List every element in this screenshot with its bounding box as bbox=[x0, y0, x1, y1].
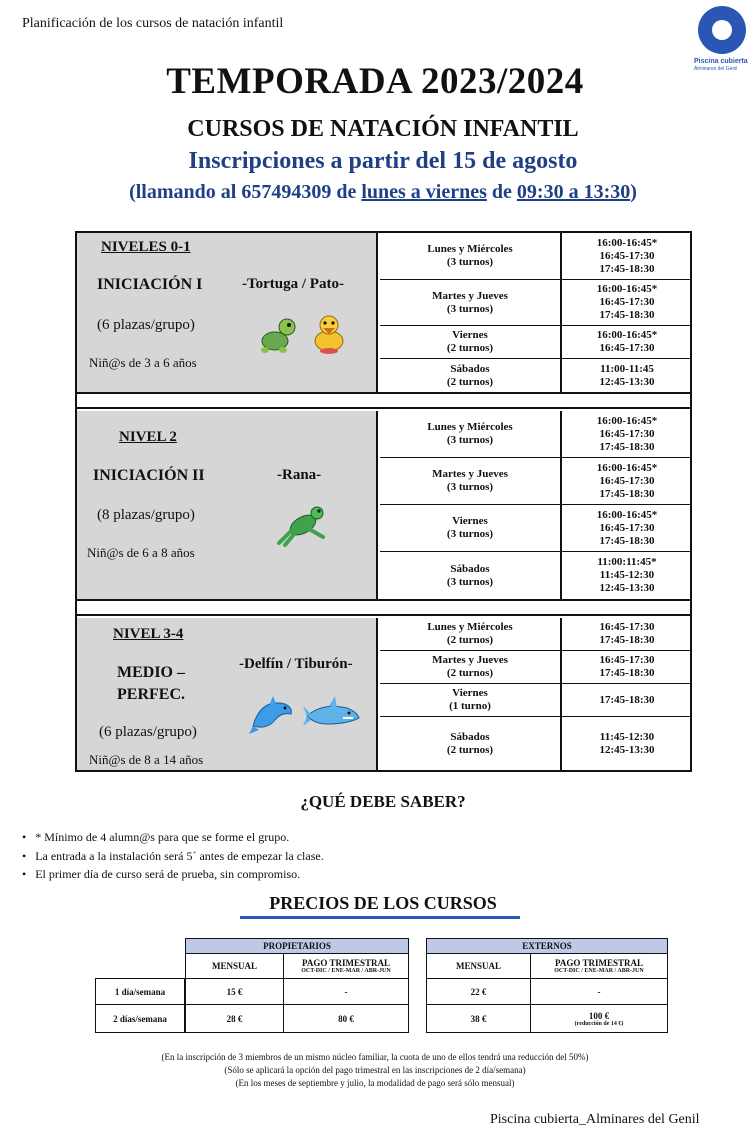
level-age: Niñ@s de 3 a 6 años bbox=[89, 355, 197, 370]
time-slot: 17:45-18:30 bbox=[599, 487, 655, 500]
day-label: Sábados bbox=[450, 730, 490, 743]
logo-text-1: Piscina cubierta bbox=[694, 58, 748, 65]
price-note: (reducción de 14 €) bbox=[574, 1020, 624, 1027]
col-header-label: PAGO TRIMESTRAL bbox=[302, 958, 390, 968]
price-value: 100 € bbox=[588, 1010, 610, 1021]
schedule-row bbox=[380, 651, 690, 684]
time-slot: 12:45-13:30 bbox=[599, 375, 655, 388]
price-cell: 38 € bbox=[427, 1005, 531, 1033]
turns-label: (1 turno) bbox=[449, 700, 491, 712]
schedule-day bbox=[380, 552, 562, 599]
col-header-label: PAGO TRIMESTRAL bbox=[555, 958, 643, 968]
duck-icon bbox=[309, 311, 349, 355]
contact-days: lunes a viernes bbox=[361, 181, 487, 203]
time-slot: 16:45-17:30 bbox=[599, 521, 655, 534]
signature: Piscina cubierta_Alminares del Genil bbox=[490, 1112, 700, 1127]
time-slot: 16:45-17:30 bbox=[599, 654, 655, 666]
contact-text: ) bbox=[630, 181, 637, 203]
row-label: 1 día/semana bbox=[96, 979, 185, 1005]
price-cell: - bbox=[284, 979, 409, 1005]
schedule-times bbox=[564, 684, 690, 716]
logo-text-2: Alminares del Genil bbox=[694, 66, 738, 72]
turns-label: (3 turnos) bbox=[446, 575, 494, 588]
schedule-times bbox=[564, 618, 690, 650]
time-slot: 17:45-18:30 bbox=[599, 693, 655, 706]
schedule-times bbox=[564, 651, 690, 683]
day-label: Viernes bbox=[452, 329, 488, 341]
schedule-row bbox=[380, 684, 690, 717]
day-label: Martes y Jueves bbox=[432, 468, 508, 480]
day-label: Sábados bbox=[450, 362, 490, 375]
schedule-day bbox=[380, 233, 562, 279]
turns-label: (2 turnos) bbox=[446, 342, 494, 354]
info-bullet: • El primer día de curso será de prueba, sin compromiso. bbox=[22, 867, 300, 882]
schedule-day bbox=[380, 411, 562, 457]
turns-label: (2 turnos) bbox=[446, 634, 494, 646]
schedule-day bbox=[380, 326, 562, 358]
level-name: NIVELES 0-1 bbox=[101, 239, 191, 255]
schedule-row bbox=[380, 326, 690, 359]
level-course: INICIACIÓN II bbox=[93, 467, 205, 484]
level-name: NIVEL 2 bbox=[119, 429, 177, 445]
dolphin-icon bbox=[247, 692, 295, 738]
level-course: INICIACIÓN I bbox=[97, 276, 203, 293]
day-label: Viernes bbox=[452, 515, 488, 527]
level-plazas: (8 plazas/grupo) bbox=[97, 507, 195, 523]
prices-title: PRECIOS DE LOS CURSOS bbox=[269, 893, 497, 913]
time-slot: 17:45-18:30 bbox=[599, 534, 655, 547]
col-header bbox=[531, 954, 668, 979]
schedule-row bbox=[380, 505, 690, 552]
day-label: Lunes y Miércoles bbox=[427, 621, 513, 633]
level-block-0-1 bbox=[77, 233, 378, 392]
price-cell: 15 € bbox=[186, 979, 284, 1005]
schedule-times bbox=[564, 326, 690, 358]
schedule-times bbox=[564, 552, 690, 599]
level-separator bbox=[77, 392, 690, 409]
turns-label: (3 turnos) bbox=[446, 481, 494, 493]
schedule-times bbox=[564, 359, 690, 392]
schedule-day bbox=[380, 505, 562, 551]
day-label: Martes y Jueves bbox=[432, 289, 508, 302]
level-age: Niñ@s de 6 a 8 años bbox=[87, 545, 195, 560]
time-slot: 11:45-12:30 bbox=[599, 730, 655, 743]
schedule-table bbox=[75, 231, 692, 772]
schedule-times bbox=[564, 280, 690, 325]
turns-label: (2 turnos) bbox=[446, 743, 494, 756]
time-slot: 17:45-18:30 bbox=[599, 262, 655, 275]
level-animal: -Delfín / Tiburón- bbox=[239, 656, 353, 672]
page-title: TEMPORADA 2023/2024 bbox=[166, 61, 584, 102]
group-header: PROPIETARIOS bbox=[186, 939, 409, 954]
info-bullet: • La entrada a la instalación será 5´ antes de empezar la clase. bbox=[22, 849, 324, 864]
prices-table-propietarios bbox=[185, 938, 409, 1033]
time-slot: 16:45-17:30 bbox=[599, 474, 655, 487]
time-slot: 16:00-16:45* bbox=[596, 283, 658, 295]
price-cell: 80 € bbox=[284, 1005, 409, 1033]
level-course: PERFEC. bbox=[117, 686, 185, 703]
turns-label: (2 turnos) bbox=[446, 375, 494, 388]
footnote: (En la inscripción de 3 miembros de un mismo núcleo familiar, la cuota de uno de ellos tendrá una reducción del 50%) bbox=[161, 1052, 589, 1062]
time-slot: 16:45-17:30 bbox=[599, 296, 655, 308]
time-slot: 17:45-18:30 bbox=[599, 440, 655, 453]
price-cell: 28 € bbox=[186, 1005, 284, 1033]
time-slot: 12:45-13:30 bbox=[599, 743, 655, 756]
schedule-day bbox=[380, 717, 562, 770]
col-header: MENSUAL bbox=[186, 954, 284, 979]
price-cell: - bbox=[531, 979, 668, 1005]
time-slot: 17:45-18:30 bbox=[599, 667, 655, 679]
schedule-day bbox=[380, 651, 562, 683]
day-label: Sábados bbox=[450, 562, 490, 575]
frog-icon bbox=[275, 503, 331, 547]
schedule-row bbox=[380, 359, 690, 392]
time-slot: 16:00-16:45* bbox=[596, 414, 658, 427]
level-animal: -Rana- bbox=[277, 467, 322, 483]
info-title: ¿QUÉ DEBE SABER? bbox=[300, 792, 466, 811]
turns-label: (3 turnos) bbox=[446, 434, 494, 446]
prices-table-externos bbox=[426, 938, 668, 1033]
time-slot: 16:00-16:45* bbox=[596, 508, 658, 521]
schedule-day bbox=[380, 458, 562, 504]
level-plazas: (6 plazas/grupo) bbox=[99, 724, 197, 740]
col-header-sub: OCT-DIC / ENE-MAR / ABR-JUN bbox=[554, 968, 644, 974]
time-slot: 16:45-17:30 bbox=[599, 427, 655, 440]
col-header: MENSUAL bbox=[427, 954, 531, 979]
day-label: Lunes y Miércoles bbox=[427, 421, 513, 433]
schedule-row bbox=[380, 411, 690, 458]
level-plazas: (6 plazas/grupo) bbox=[97, 317, 195, 333]
price-cell: 22 € bbox=[427, 979, 531, 1005]
schedule-day bbox=[380, 618, 562, 650]
shark-icon bbox=[303, 694, 361, 736]
schedule-times bbox=[564, 411, 690, 457]
time-slot: 17:45-18:30 bbox=[599, 309, 655, 321]
turtle-icon bbox=[257, 315, 299, 355]
info-bullet: • * Mínimo de 4 alumn@s para que se forme el grupo. bbox=[22, 830, 289, 845]
level-animal: -Tortuga / Pato- bbox=[242, 276, 344, 292]
page-subtitle: CURSOS DE NATACIÓN INFANTIL bbox=[187, 116, 579, 142]
footnote: (En los meses de septiembre y julio, la modalidad de pago será sólo mensual) bbox=[235, 1078, 515, 1088]
schedule-row bbox=[380, 552, 690, 599]
schedule-day bbox=[380, 280, 562, 325]
row-label: 2 días/semana bbox=[96, 1005, 185, 1033]
contact-text: de bbox=[486, 181, 517, 203]
contact-hours: 09:30 a 13:30 bbox=[516, 181, 631, 203]
level-block-3-4 bbox=[77, 618, 378, 770]
schedule-row bbox=[380, 717, 690, 770]
inscriptions-date: Inscripciones a partir del 15 de agosto bbox=[188, 148, 578, 174]
level-age: Niñ@s de 8 a 14 años bbox=[89, 752, 204, 767]
price-cell bbox=[531, 1005, 668, 1033]
level-block-2 bbox=[77, 411, 378, 599]
group-header: EXTERNOS bbox=[427, 939, 668, 954]
time-slot: 16:45-17:30 bbox=[599, 342, 655, 354]
header-note: Planificación de los cursos de natación infantil bbox=[22, 16, 284, 31]
schedule-times bbox=[564, 505, 690, 551]
level-course: MEDIO – bbox=[117, 664, 185, 681]
prices-title-underline bbox=[240, 916, 520, 919]
time-slot: 11:00:11:45* bbox=[597, 556, 657, 568]
logo-circle-icon bbox=[698, 6, 746, 54]
schedule-row bbox=[380, 618, 690, 651]
prices-row-labels bbox=[95, 978, 185, 1033]
time-slot: 16:00-16:45* bbox=[596, 236, 658, 249]
turns-label: (3 turnos) bbox=[446, 528, 494, 540]
col-header bbox=[284, 954, 409, 979]
col-header-sub: OCT-DIC / ENE-MAR / ABR-JUN bbox=[301, 968, 391, 974]
time-slot: 16:45-17:30 bbox=[599, 621, 655, 633]
turns-label: (3 turnos) bbox=[446, 302, 494, 315]
schedule-day bbox=[380, 684, 562, 716]
contact-line bbox=[0, 181, 750, 204]
schedule-times bbox=[564, 233, 690, 279]
schedule-row bbox=[380, 458, 690, 505]
day-label: Martes y Jueves bbox=[432, 654, 508, 666]
footnote: (Sólo se aplicará la opción del pago trimestral en las inscripciones de 2 día/semana) bbox=[224, 1065, 526, 1075]
schedule-day bbox=[380, 359, 562, 392]
time-slot: 16:45-17:30 bbox=[599, 249, 655, 262]
time-slot: 16:00-16:45* bbox=[596, 329, 658, 341]
day-label: Lunes y Miércoles bbox=[427, 243, 513, 255]
time-slot: 12:45-13:30 bbox=[599, 582, 655, 594]
contact-text: (llamando al 657494309 de bbox=[129, 181, 362, 203]
schedule-times bbox=[564, 458, 690, 504]
time-slot: 11:00-11:45 bbox=[600, 362, 654, 375]
time-slot: 17:45-18:30 bbox=[599, 634, 655, 646]
schedule-row bbox=[380, 233, 690, 280]
level-separator bbox=[77, 599, 690, 616]
turns-label: (3 turnos) bbox=[446, 256, 494, 268]
schedule-times bbox=[564, 717, 690, 770]
schedule-row bbox=[380, 280, 690, 326]
time-slot: 11:45-12:30 bbox=[599, 569, 655, 581]
turns-label: (2 turnos) bbox=[446, 667, 494, 679]
level-name: NIVEL 3-4 bbox=[113, 626, 184, 642]
day-label: Viernes bbox=[452, 687, 488, 699]
time-slot: 16:00-16:45* bbox=[596, 461, 658, 474]
